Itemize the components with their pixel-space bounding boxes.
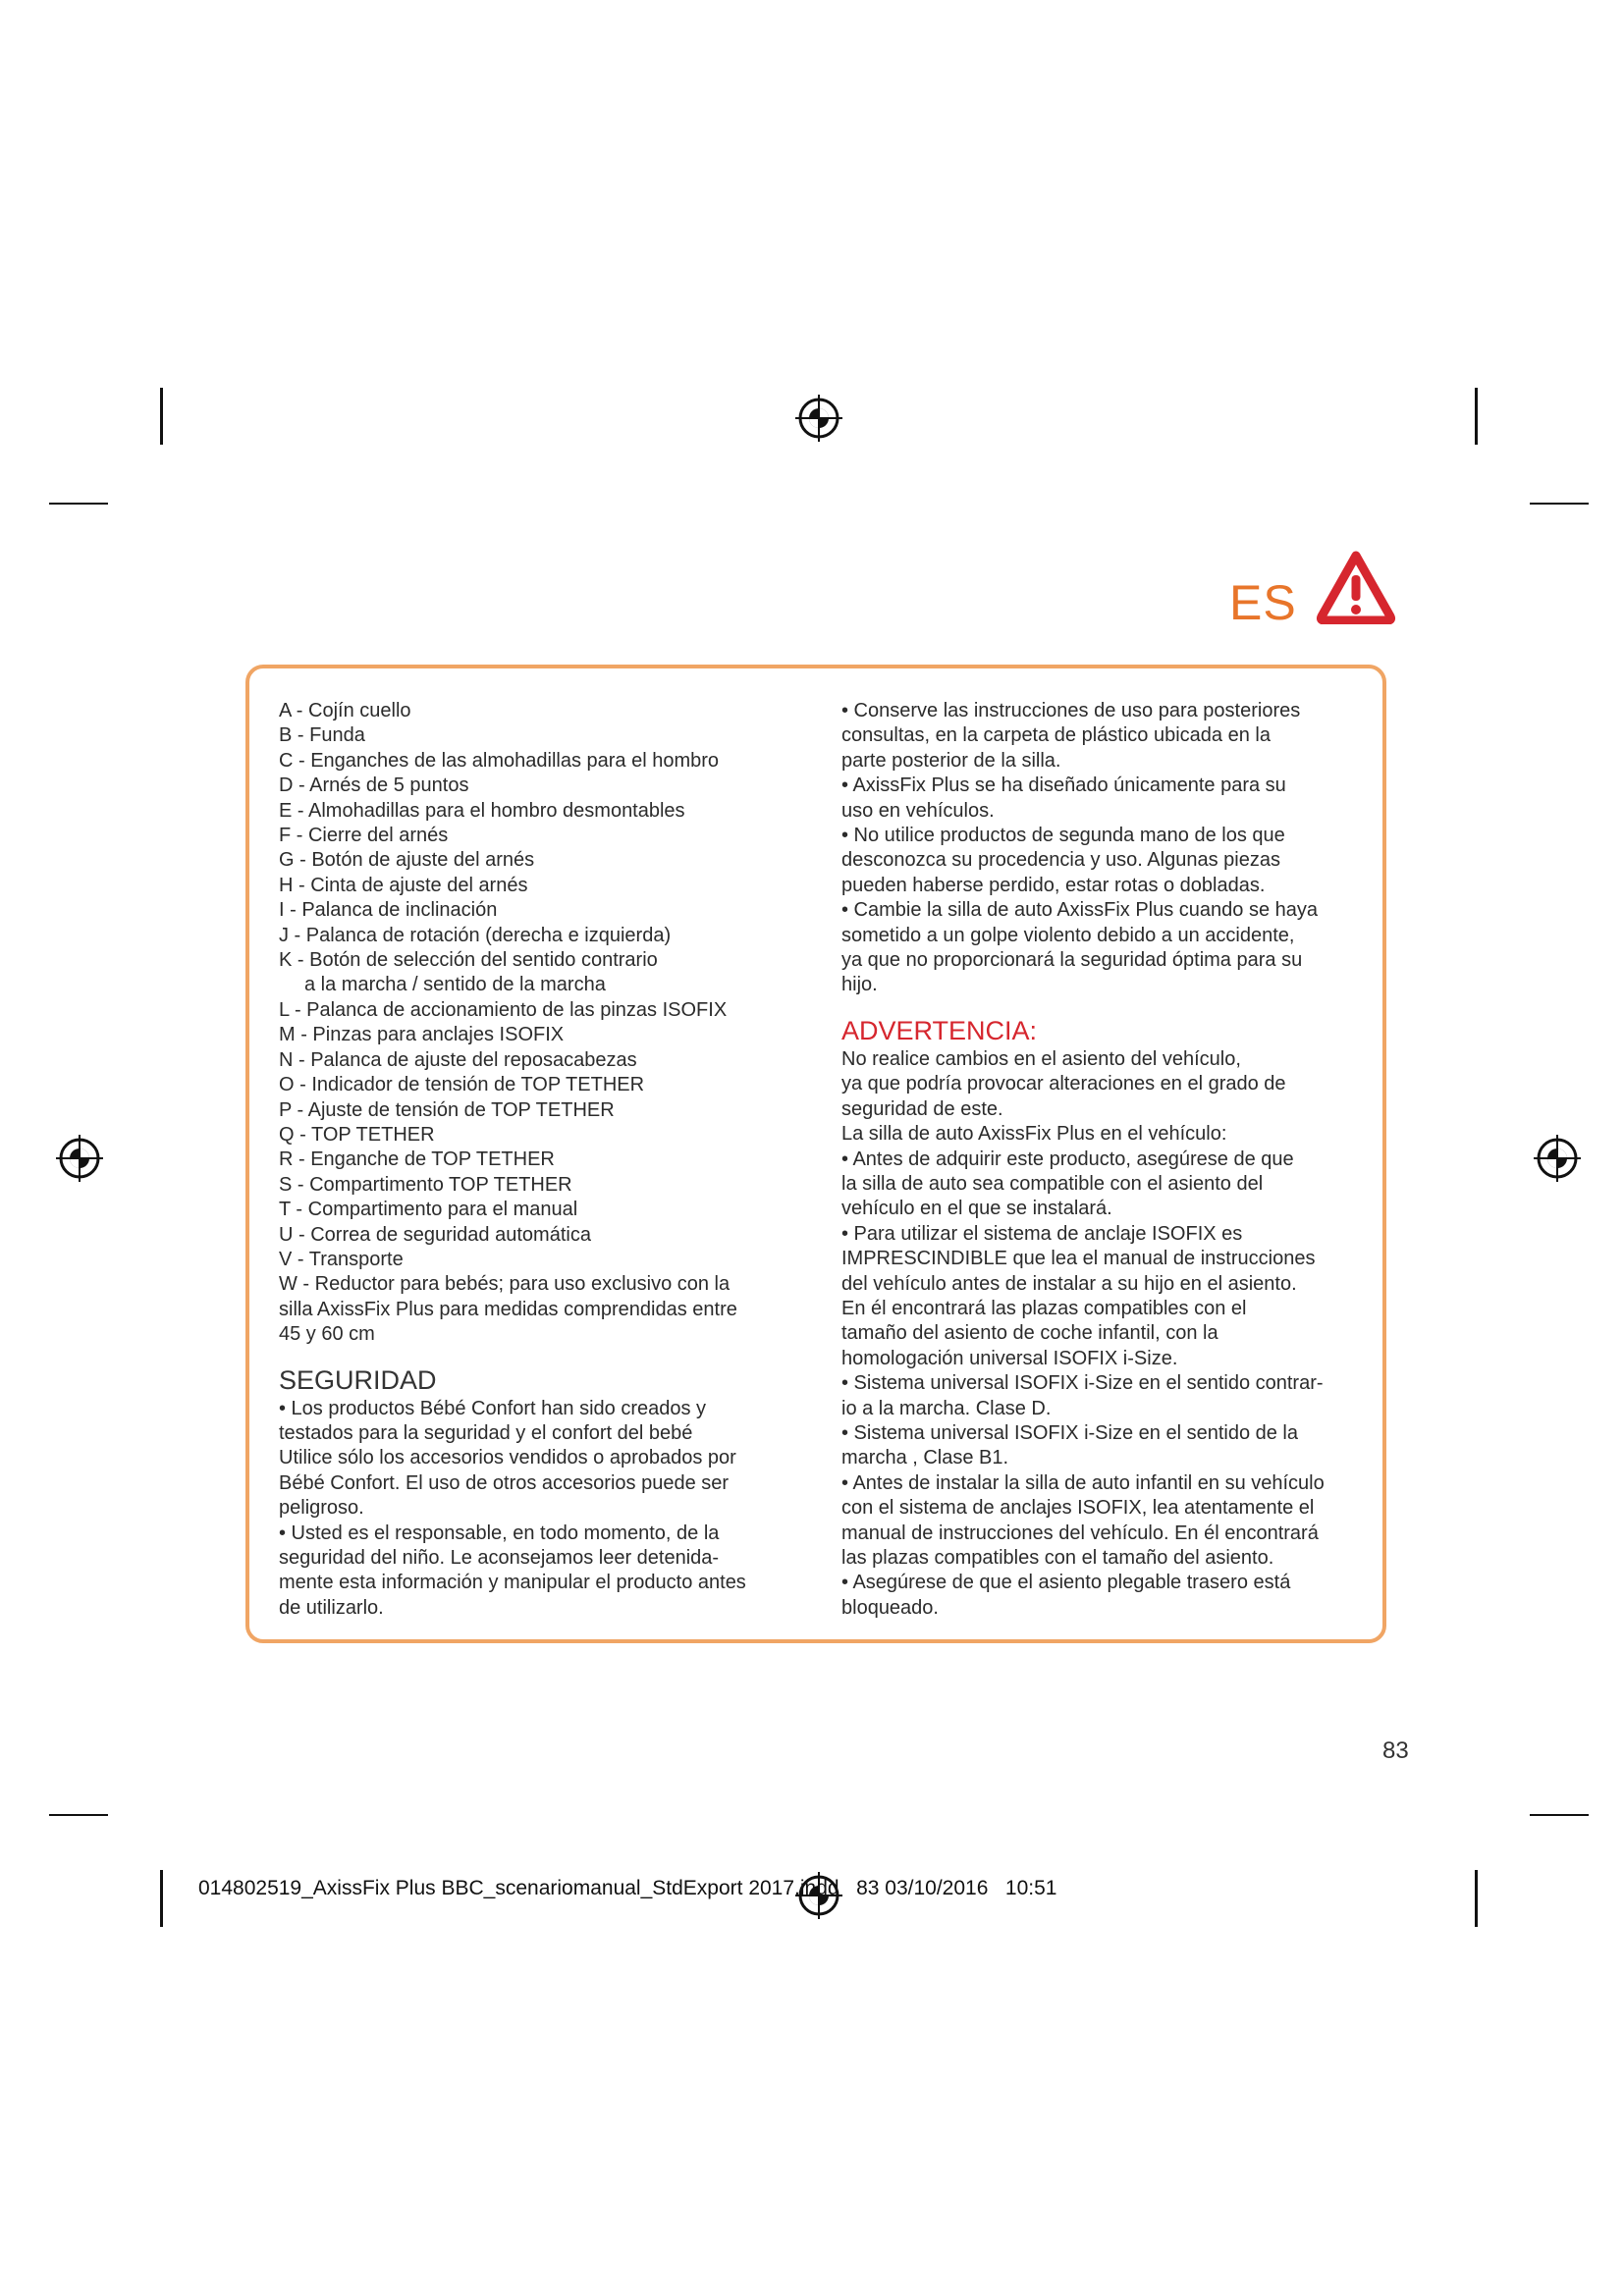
text-line: de utilizarlo. — [279, 1596, 384, 1619]
text-line: del vehículo antes de instalar a su hijo en el asiento. — [841, 1272, 1297, 1295]
text-line: ya que no proporcionará la seguridad óptima para su — [841, 949, 1303, 972]
text-line: peligroso. — [279, 1497, 364, 1520]
advertencia-heading: ADVERTENCIA: — [841, 1015, 1038, 1045]
text-line: bloqueado. — [841, 1596, 939, 1619]
text-line: • Antes de adquirir este producto, asegúrese de que — [841, 1148, 1294, 1170]
text-line: con el sistema de anclajes ISOFIX, lea atentamente el — [841, 1497, 1315, 1520]
list-item: S - Compartimento TOP TETHER — [279, 1173, 572, 1196]
crop-mark-top-left-horizontal — [49, 503, 108, 505]
text-line: las plazas compatibles con el tamaño del asiento. — [841, 1547, 1274, 1569]
list-item: R - Enganche de TOP TETHER — [279, 1148, 555, 1171]
text-line: • Usted es el responsable, en todo momento, de la — [279, 1522, 720, 1544]
list-item: N - Palanca de ajuste del reposacabezas — [279, 1048, 637, 1071]
text-line: ya que podría provocar alteraciones en el grado de — [841, 1073, 1286, 1095]
slug-filename: 014802519_AxissFix Plus BBC_scenariomanual_StdExport 2017.indd — [198, 1877, 839, 1899]
text-line: La silla de auto AxissFix Plus en el vehículo: — [841, 1123, 1227, 1146]
seguridad-heading: SEGURIDAD — [279, 1364, 437, 1395]
list-item: U - Correa de seguridad automática — [279, 1223, 591, 1246]
text-line: io a la marcha. Clase D. — [841, 1397, 1052, 1419]
list-item: O - Indicador de tensión de TOP TETHER — [279, 1074, 645, 1096]
text-line: pueden haberse perdido, estar rotas o dobladas. — [841, 874, 1266, 896]
crop-mark-bottom-left-vertical — [160, 1870, 163, 1927]
list-item: C - Enganches de las almohadillas para el hombro — [279, 749, 720, 772]
crop-mark-bottom-right-horizontal — [1530, 1814, 1589, 1816]
text-line: • Para utilizar el sistema de anclaje ISOFIX es — [841, 1222, 1243, 1245]
text-line: Utilice sólo los accesorios vendidos o aprobados por — [279, 1447, 736, 1469]
print-slug — [198, 1877, 1056, 1900]
seguridad-text — [279, 1397, 799, 1622]
text-line: seguridad de este. — [841, 1097, 1003, 1120]
right-column — [841, 699, 1362, 1621]
text-line: En él encontrará las plazas compatibles con el — [841, 1297, 1247, 1319]
page-number: 83 — [1382, 1737, 1409, 1764]
text-line: marcha , Clase B1. — [841, 1447, 1009, 1469]
text-line: • Los productos Bébé Confort han sido creados y — [279, 1397, 707, 1419]
crop-mark-bottom-right-vertical — [1475, 1870, 1478, 1927]
list-item: I - Palanca de inclinación — [279, 899, 498, 922]
list-item: G - Botón de ajuste del arnés — [279, 849, 535, 872]
advertencia-text — [841, 1047, 1362, 1621]
text-line: consultas, en la carpeta de plástico ubicada en la — [841, 724, 1271, 747]
list-item: a la marcha / sentido de la marcha — [304, 974, 606, 996]
list-item: J - Palanca de rotación (derecha e izquierda) — [279, 924, 672, 946]
text-line: la silla de auto sea compatible con el asiento del — [841, 1172, 1264, 1195]
language-code: ES — [1229, 575, 1297, 630]
text-line: sometido a un golpe violento debido a un accidente, — [841, 924, 1295, 946]
list-item: Q - TOP TETHER — [279, 1123, 435, 1146]
slug-page: 83 — [856, 1877, 880, 1899]
text-line: homologación universal ISOFIX i-Size. — [841, 1347, 1178, 1369]
text-line: • AxissFix Plus se ha diseñado únicamente para su — [841, 774, 1286, 797]
text-line: manual de instrucciones del vehículo. En él encontrará — [841, 1522, 1319, 1544]
text-line: • Asegúrese de que el asiento plegable trasero está — [841, 1572, 1291, 1594]
registration-target-icon — [1532, 1133, 1583, 1184]
text-line: • No utilice productos de segunda mano de los que — [841, 825, 1285, 847]
list-item: V - Transporte — [279, 1248, 404, 1270]
text-line: IMPRESCINDIBLE que lea el manual de instrucciones — [841, 1248, 1316, 1270]
left-column — [279, 699, 799, 1621]
text-line: • Conserve las instrucciones de uso para posteriores — [841, 700, 1301, 721]
text-line: • Sistema universal ISOFIX i-Size en el sentido contrar- — [841, 1372, 1324, 1395]
list-item: silla AxissFix Plus para medidas comprendidas entre — [279, 1298, 737, 1320]
registration-target-icon — [54, 1133, 105, 1184]
text-line: desconozca su procedencia y uso. Algunas piezas — [841, 849, 1280, 872]
list-item: A - Cojín cuello — [279, 700, 411, 721]
crop-mark-bottom-left-horizontal — [49, 1814, 108, 1816]
list-item: H - Cinta de ajuste del arnés — [279, 874, 528, 896]
list-item: T - Compartimento para el manual — [279, 1199, 578, 1221]
right-intro-text — [841, 699, 1362, 998]
text-line: • Sistema universal ISOFIX i-Size en el sentido de la — [841, 1421, 1298, 1444]
list-item: L - Palanca de accionamiento de las pinzas ISOFIX — [279, 998, 728, 1021]
list-item: D - Arnés de 5 puntos — [279, 774, 469, 797]
list-item: W - Reductor para bebés; para uso exclusivo con la — [279, 1273, 731, 1296]
parts-list — [279, 699, 799, 1348]
list-item: K - Botón de selección del sentido contrario — [279, 949, 658, 972]
text-line: seguridad del niño. Le aconsejamos leer detenida- — [279, 1547, 720, 1569]
warning-triangle-icon — [1316, 550, 1396, 624]
registration-target-icon — [793, 393, 844, 444]
text-line: parte posterior de la silla. — [841, 749, 1061, 772]
list-item: M - Pinzas para anclajes ISOFIX — [279, 1024, 565, 1046]
slug-date: 03/10/2016 — [885, 1877, 989, 1899]
crop-mark-top-right-vertical — [1475, 388, 1478, 445]
text-line: No realice cambios en el asiento del vehículo, — [841, 1047, 1241, 1070]
crop-mark-top-right-horizontal — [1530, 503, 1589, 505]
list-item: B - Funda — [279, 724, 365, 747]
list-item: 45 y 60 cm — [279, 1323, 375, 1346]
text-line: uso en vehículos. — [841, 799, 995, 822]
text-line: • Antes de instalar la silla de auto infantil en su vehículo — [841, 1471, 1325, 1494]
list-item: E - Almohadillas para el hombro desmontables — [279, 799, 685, 822]
list-item: F - Cierre del arnés — [279, 825, 449, 847]
slug-time: 10:51 — [1004, 1877, 1057, 1899]
crop-mark-top-left-vertical — [160, 388, 163, 445]
text-line: Bébé Confort. El uso de otros accesorios puede ser — [279, 1471, 730, 1494]
text-line: • Cambie la silla de auto AxissFix Plus cuando se haya — [841, 899, 1319, 922]
text-line: vehículo en el que se instalará. — [841, 1198, 1112, 1220]
text-line: testados para la seguridad y el confort del bebé — [279, 1421, 693, 1444]
list-item: P - Ajuste de tensión de TOP TETHER — [279, 1098, 615, 1121]
text-line: mente esta información y manipular el producto antes — [279, 1572, 746, 1594]
text-line: tamaño del asiento de coche infantil, con la — [841, 1322, 1218, 1345]
text-line: hijo. — [841, 974, 878, 996]
